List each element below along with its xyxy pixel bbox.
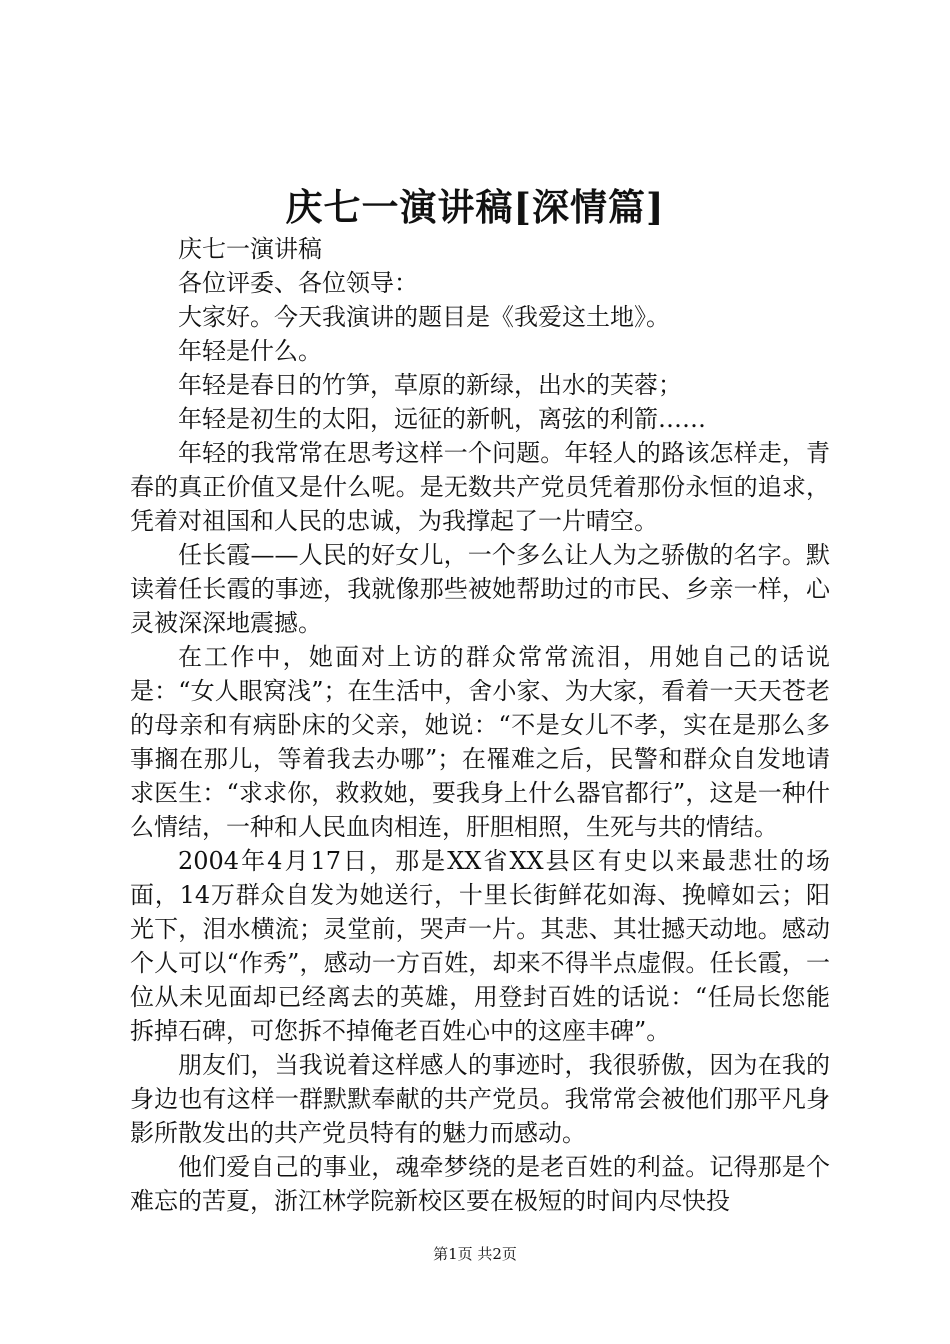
paragraph: 各位评委、各位领导：: [178, 269, 418, 297]
document-title: 庆七一演讲稿[深情篇]: [285, 185, 665, 229]
page-footer: 第1页 共2页: [433, 1245, 517, 1263]
paragraph: 2004年4月17日，那是XX省XX县区有史以来最悲壮的场面，14万群众自发为她送行，十里长街鲜花如海、挽幛如云；阳光下，泪水横流；灵堂前，哭声一片。其悲、其壮撼天动地。感动个人可以“作秀”，感动一方百姓，却来不得半点虚假。任长霞，一位从未见面却已经离去的英雄，用登封百姓的话说：“任局长您能拆掉石碑，可您拆不掉俺老百姓心中的这座丰碑”。: [130, 847, 830, 1045]
paragraph: 朋友们，当我说着这样感人的事迹时，我很骄傲，因为在我的身边也有这样一群默默奉献的共产党员。我常常会被他们那平凡身影所散发出的共产党员特有的魅力而感动。: [130, 1051, 830, 1147]
document-body: [130, 232, 830, 1218]
paragraph: 他们爱自己的事业，魂牵梦绕的是老百姓的利益。记得那是个难忘的苦夏，浙江林学院新校区要在极短的时间内尽快投: [130, 1153, 830, 1215]
paragraph: 庆七一演讲稿: [178, 235, 322, 263]
paragraph: 年轻的我常常在思考这样一个问题。年轻人的路该怎样走，青春的真正价值又是什么呢。是无数共产党员凭着那份永恒的追求，凭着对祖国和人民的忠诚，为我撑起了一片晴空。: [130, 439, 830, 535]
paragraph: 任长霞——人民的好女儿，一个多么让人为之骄傲的名字。默读着任长霞的事迹，我就像那些被她帮助过的市民、乡亲一样，心灵被深深地震撼。: [130, 541, 830, 637]
paragraph: 年轻是春日的竹笋，草原的新绿，出水的芙蓉；: [178, 371, 682, 399]
paragraph: 年轻是初生的太阳，远征的新帆，离弦的利箭……: [178, 405, 706, 433]
paragraph: 在工作中，她面对上访的群众常常流泪，用她自己的话说是：“女人眼窝浅”；在生活中，舍小家、为大家，看着一天天苍老的母亲和有病卧床的父亲，她说：“不是女儿不孝，实在是那么多事搁在那儿，等着我去办哪”；在罹难之后，民警和群众自发地请求医生：“求求你，救救她，要我身上什么器官都行”，这是一种什么情结，一种和人民血肉相连，肝胆相照，生死与共的情结。: [130, 643, 830, 841]
paragraph: 大家好。今天我演讲的题目是《我爱这土地》。: [178, 303, 670, 331]
paragraph: 年轻是什么。: [178, 337, 322, 365]
